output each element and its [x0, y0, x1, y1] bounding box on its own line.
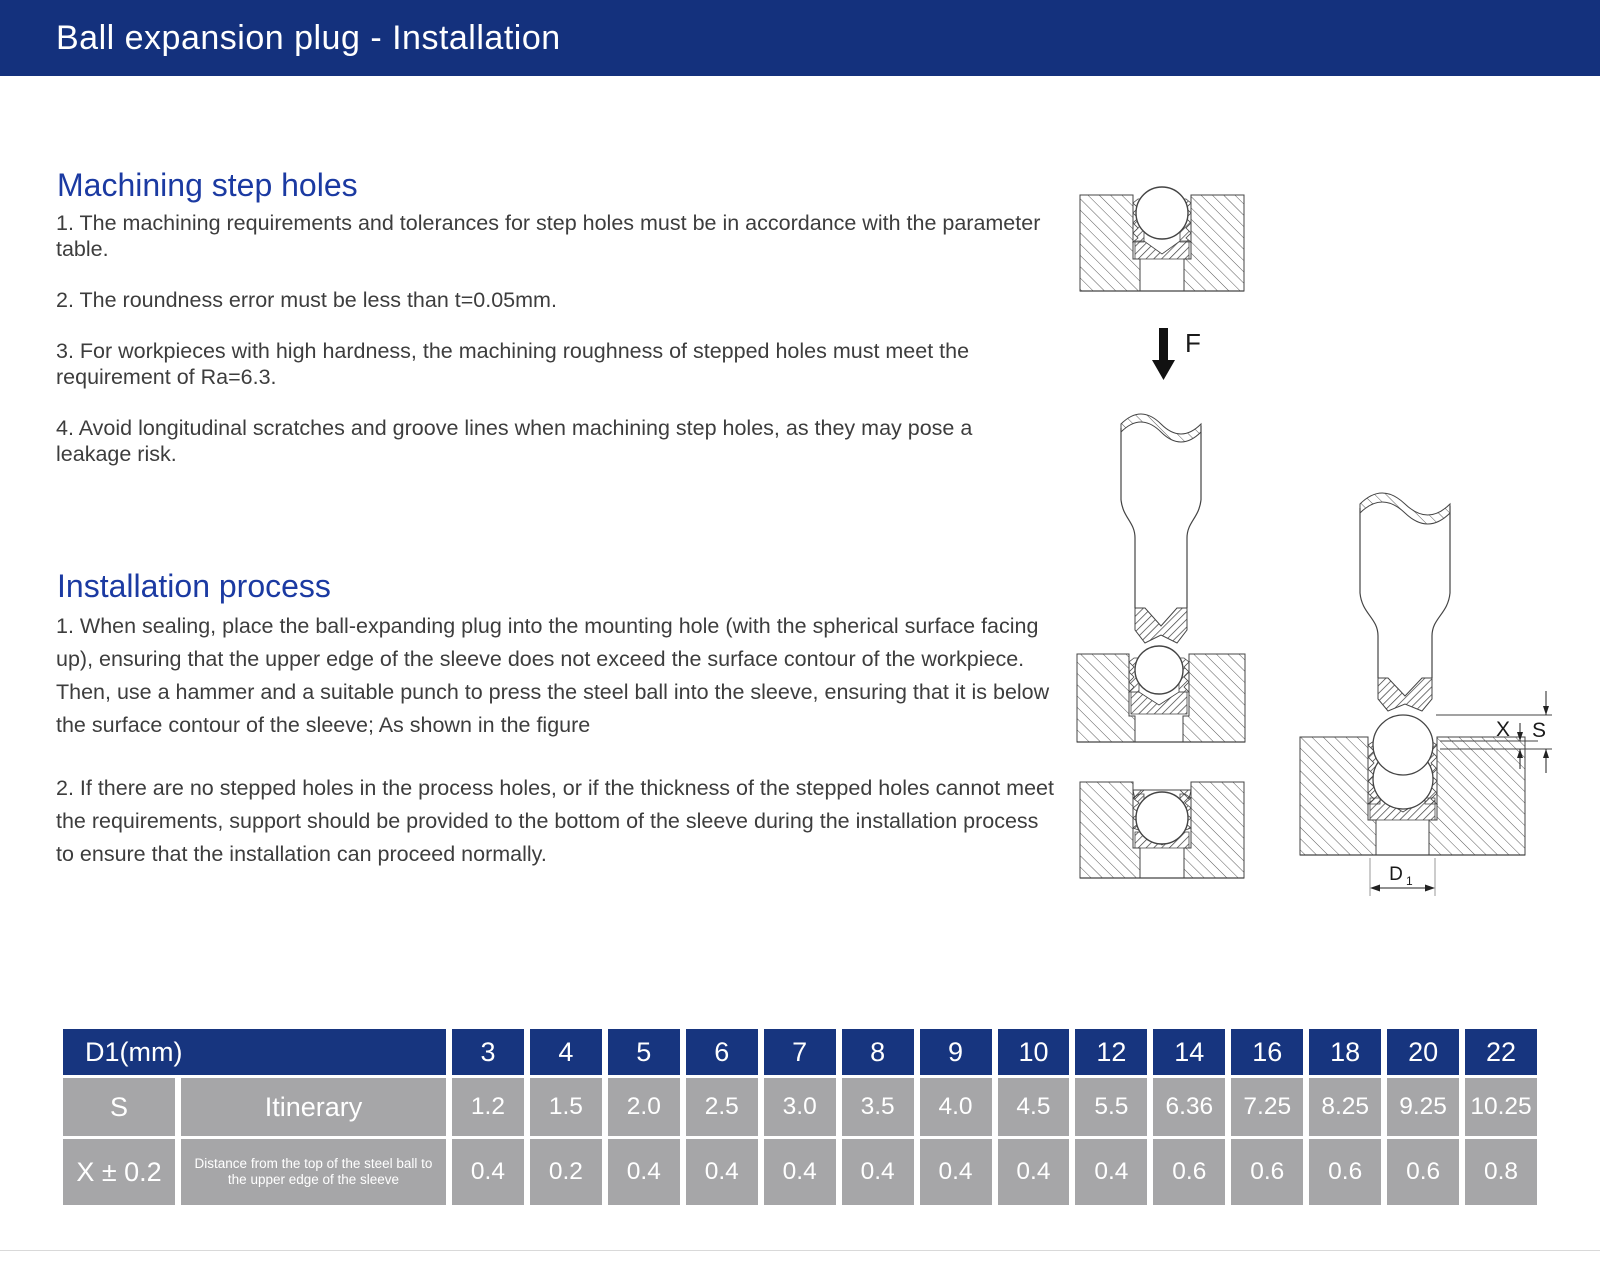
machining-item-4: 4. Avoid longitudinal scratches and groove lines when machining step holes, as they may pose a leakage risk.: [56, 416, 973, 466]
table-corner-d1: D1(mm): [63, 1029, 446, 1075]
row-x-value: 0.6: [1231, 1139, 1303, 1205]
row-s-value: 4.0: [920, 1078, 992, 1136]
diameter-col-header: 10: [998, 1029, 1070, 1075]
d1-dimension-label: D: [1389, 864, 1403, 885]
force-label: F: [1185, 328, 1201, 358]
row-s-value: 5.5: [1075, 1078, 1147, 1136]
diameter-col-header: 16: [1231, 1029, 1303, 1075]
row-s-value: 3.5: [842, 1078, 914, 1136]
row-x-value: 0.6: [1387, 1139, 1459, 1205]
row-s-value: 1.5: [530, 1078, 602, 1136]
row-x-value: 0.2: [530, 1139, 602, 1205]
d1-dimension-subscript: 1: [1406, 874, 1413, 888]
diameter-col-header: 12: [1075, 1029, 1147, 1075]
diameter-col-header: 8: [842, 1029, 914, 1075]
row-s-value: 10.25: [1465, 1078, 1537, 1136]
diameter-col-header: 6: [686, 1029, 758, 1075]
sleeve-bottom: [1135, 241, 1189, 259]
parameter-table: [63, 1029, 1537, 1205]
row-s-key: S: [63, 1078, 175, 1136]
row-s-value: 7.25: [1231, 1078, 1303, 1136]
row-x-value: 0.4: [998, 1139, 1070, 1205]
machining-paragraphs: [56, 210, 1051, 492]
diameter-col-header: 5: [608, 1029, 680, 1075]
row-s-value: 1.2: [452, 1078, 524, 1136]
steel-ball: [1135, 646, 1183, 694]
punch-break-line: [1121, 414, 1201, 442]
row-s-value: 2.5: [686, 1078, 758, 1136]
row-s-value: 3.0: [764, 1078, 836, 1136]
installation-section-heading: Installation process: [57, 567, 331, 604]
machining-section-heading: Machining step holes: [57, 166, 358, 203]
diameter-col-header: 18: [1309, 1029, 1381, 1075]
x-dimension-label: X: [1495, 718, 1511, 741]
diameter-col-header: 20: [1387, 1029, 1459, 1075]
row-s-value: 6.36: [1153, 1078, 1225, 1136]
row-s-value: 9.25: [1387, 1078, 1459, 1136]
punch-tip: [1378, 678, 1432, 711]
diameter-col-header: 3: [452, 1029, 524, 1075]
installation-item-1: 1. When sealing, place the ball-expanding plug into the mounting hole (with the spherical surface facing up), ensuring that the upper edge of the sleeve does not exceed the surface contour of the workpiece. Then, use a hammer and a suitable punch to press the steel ball into the sleeve, ensuring that it is below the surface contour of the sleeve; As shown in the figure: [56, 614, 1050, 737]
diagram-plug-in-step-hole: [1078, 163, 1246, 298]
row-x-value: 0.4: [452, 1139, 524, 1205]
steel-ball-initial-position: [1373, 715, 1433, 775]
row-s-name: Itinerary: [181, 1078, 446, 1136]
force-arrow: [1143, 326, 1223, 388]
arrow-shaft: [1159, 328, 1168, 362]
diagram-punch-pressing: [1073, 398, 1253, 748]
row-x-value: 0.6: [1309, 1139, 1381, 1205]
installation-item-2: 2. If there are no stepped holes in the process holes, or if the thickness of the stepped holes cannot meet the requirements, support should be provided to the bottom of the sleeve during the installation process to ensure that the installation can proceed normally.: [56, 776, 1054, 866]
row-s-value: 4.5: [998, 1078, 1070, 1136]
s-dimension-label: S: [1531, 719, 1547, 742]
row-s-value: 8.25: [1309, 1078, 1381, 1136]
diameter-col-header: 9: [920, 1029, 992, 1075]
bottom-divider: [0, 1250, 1600, 1251]
page-title: Ball expansion plug - Installation: [56, 18, 561, 57]
row-s-value: 2.0: [608, 1078, 680, 1136]
steel-ball: [1136, 187, 1188, 239]
row-x-name: Distance from the top of the steel ball to the upper edge of the sleeve: [181, 1139, 446, 1205]
diameter-col-header: 14: [1153, 1029, 1225, 1075]
machining-item-3: 3. For workpieces with high hardness, the machining roughness of stepped holes must meet the requirement of Ra=6.3.: [56, 339, 970, 389]
row-x-value: 0.4: [686, 1139, 758, 1205]
row-x-key: X ± 0.2: [63, 1139, 175, 1205]
punch-break-line: [1360, 493, 1450, 524]
row-x-value: 0.4: [764, 1139, 836, 1205]
diameter-col-header: 7: [764, 1029, 836, 1075]
steel-ball: [1136, 792, 1188, 844]
page-header-bar: [0, 0, 1600, 76]
row-x-value: 0.6: [1153, 1139, 1225, 1205]
row-x-value: 0.4: [608, 1139, 680, 1205]
row-x-value: 0.8: [1465, 1139, 1537, 1205]
row-x-value: 0.4: [920, 1139, 992, 1205]
diameter-col-header: 22: [1465, 1029, 1537, 1075]
installation-paragraphs: [56, 610, 1056, 901]
row-x-value: 0.4: [1075, 1139, 1147, 1205]
arrow-head: [1152, 360, 1175, 380]
diagram-dimensions: [1290, 478, 1560, 918]
machining-item-2: 2. The roundness error must be less than t=0.05mm.: [56, 288, 557, 312]
diameter-col-header: 4: [530, 1029, 602, 1075]
machining-item-1: 1. The machining requirements and tolerances for step holes must be in accordance with the parameter table.: [56, 211, 1041, 261]
diagram-ball-seated: [1078, 752, 1246, 890]
punch-tip: [1135, 608, 1187, 643]
row-x-value: 0.4: [842, 1139, 914, 1205]
